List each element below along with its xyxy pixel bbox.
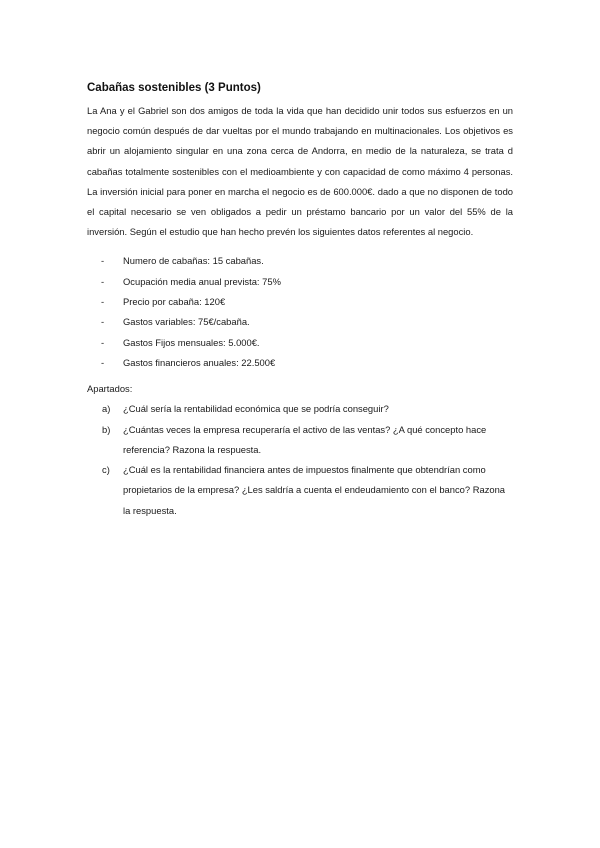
list-dash: - — [101, 356, 105, 368]
question-item — [87, 399, 513, 419]
list-item-text: Numero de cabañas: 15 cabañas. — [123, 255, 264, 267]
question-letter: c) — [102, 464, 110, 476]
list-item-text: Gastos Fijos mensuales: 5.000€. — [123, 336, 260, 348]
question-letter: b) — [102, 423, 111, 435]
list-item-text: Gastos variables: 75€/cabaña. — [123, 316, 250, 328]
list-dash: - — [101, 275, 105, 287]
questions-list — [87, 399, 513, 521]
list-dash: - — [101, 255, 105, 267]
list-item-text: Precio por cabaña: 120€ — [123, 296, 226, 308]
question-letter: a) — [102, 403, 111, 415]
list-item — [87, 251, 513, 271]
business-data-list — [87, 251, 513, 373]
question-text: ¿Cuál sería la rentabilidad económica que se podría conseguir? — [123, 403, 389, 415]
list-dash: - — [101, 316, 105, 328]
list-item-text: Gastos financieros anuales: 22.500€ — [123, 356, 276, 368]
list-dash: - — [101, 336, 105, 348]
list-item — [87, 333, 513, 353]
list-item — [87, 272, 513, 292]
question-text: ¿Cuántas veces la empresa recuperaría el activo de las ventas? ¿A qué concepto hace referencia? Razona la respuesta. — [123, 423, 487, 455]
question-item — [87, 460, 513, 521]
list-item — [87, 312, 513, 332]
list-dash: - — [101, 296, 105, 308]
document-content — [87, 78, 513, 521]
question-item — [87, 420, 513, 461]
list-item-text: Ocupación media anual prevista: 75% — [123, 275, 281, 287]
list-item — [87, 292, 513, 312]
intro-paragraph: La Ana y el Gabriel son dos amigos de toda la vida que han decidido unir todos sus esfuerzos en un negocio común después de dar vueltas por el mundo trabajando en multinacionales. Los objetivos es abrir un alojamiento singular en una zona cerca de Andorra, en medio de la naturaleza, se trata d cabañas totalmente sostenibles con el medioambiente y con capacidad de como máximo 4 personas. La inversión inicial para poner en marcha el negocio es de 600.000€. dado a que no disponen de todo el capital necesario se ven obligados a pedir un préstamo bancario por un valor del 55% de la inversión. Según el estudio que han hecho prevén los siguientes datos referentes al negocio. — [87, 105, 513, 238]
list-item — [87, 353, 513, 373]
apartados-heading: Apartados: — [87, 383, 133, 395]
document-title: Cabañas sostenibles (3 Puntos) — [87, 82, 261, 94]
question-text: ¿Cuál es la rentabilidad financiera antes de impuestos finalmente que obtendrían como propietarios de la empresa? ¿Les saldría a cuenta el endeudamiento con el banco? Razona la respuesta. — [123, 464, 506, 516]
